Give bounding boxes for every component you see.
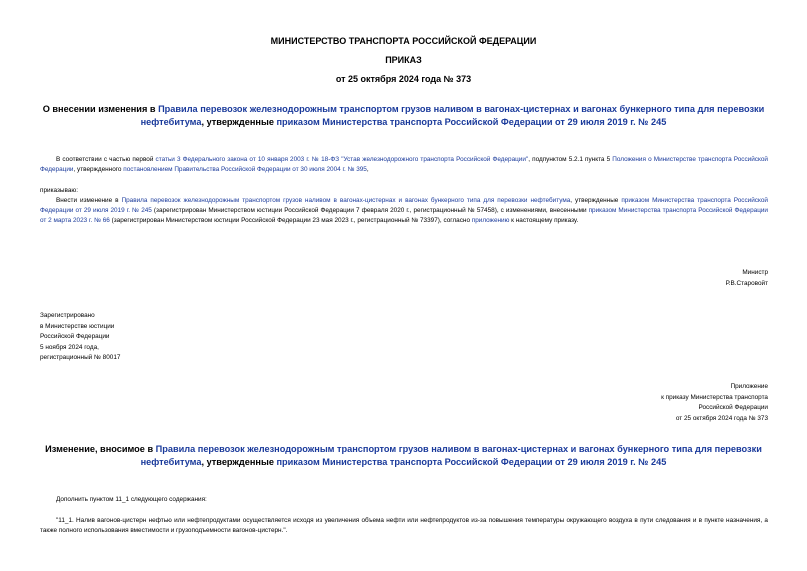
order-245-link-appendix[interactable]: приказом Министерства транспорта Российской Федерации от 29 июля 2019 г. № 245 — [276, 457, 667, 467]
body-text: , утвержденные — [570, 197, 622, 204]
registration-line: Российской Федерации — [40, 333, 110, 340]
preamble-text: , — [366, 166, 369, 173]
body-text: Внести изменение в — [56, 197, 122, 204]
appendix-link[interactable]: приложению — [471, 217, 510, 224]
federal-law-link[interactable]: статьи 3 Федерального закона от 10 января 2003 г. № 18-ФЗ "Устав железнодорожного транспорта Российской Федерации" — [155, 156, 529, 163]
change-title-mid: , утвержденные — [201, 457, 277, 467]
signature-position: Министр — [742, 269, 768, 276]
supplement-line: Дополнить пунктом 11_1 следующего содержания: — [56, 496, 207, 503]
doc-date-number: от 25 октября 2024 года № 373 — [335, 74, 472, 84]
body-text: к настоящему приказу. — [509, 217, 579, 224]
rules-link[interactable]: Правила перевозок железнодорожным транспортом грузов наливом в вагонах-цистернах и вагонах бункерного типа для перевозки нефтебитума — [140, 104, 765, 127]
body-paragraph — [40, 196, 768, 226]
appendix-line: Российской Федерации — [698, 404, 768, 411]
title-text-pre: О внесении изменения в — [42, 104, 159, 114]
doc-type: ПРИКАЗ — [385, 55, 422, 65]
change-title-pre: Изменение, вносимое в — [45, 444, 156, 454]
preamble-text: , утвержденного — [73, 166, 124, 173]
order-245-link[interactable]: приказом Министерства транспорта Российской Федерации от 29 июля 2019 г. № 245 — [276, 117, 667, 127]
body-text: (зарегистрирован Министерством юстиции Российской Федерации 7 февраля 2020 г., регистрационный № 57458), с изменениями, внесенными — [151, 207, 589, 214]
registration-line: в Министерстве юстиции — [40, 322, 115, 330]
signature-name: Р.В.Старовойт — [725, 279, 768, 287]
registration-line: Зарегистрировано — [40, 312, 95, 319]
preamble-text: В соответствии с частью первой — [56, 156, 156, 163]
signature-block — [560, 268, 768, 289]
ministry-header: МИНИСТЕРСТВО ТРАНСПОРТА РОССИЙСКОЙ ФЕДЕРАЦИИ — [270, 36, 537, 46]
rules-link-body[interactable]: Правила перевозок железнодорожным транспортом грузов наливом в вагонах-цистернах и вагонах бункерного типа для перевозки нефтебитума — [121, 197, 571, 204]
clause-paragraph: "11_1. Налив вагонов-цистерн нефтью или нефтепродуктами осуществляется исходя из увеличения объема нефти или нефтепродуктов из-за повышения температуры окружающего воздуха в пути следования и в пункте назначения, а также полного использования вместимости и грузоподъемности вагонов-цистерн.". — [40, 517, 768, 534]
title-text-mid: , утвержденные — [201, 117, 277, 127]
body-text: (зарегистрирован Министерством юстиции Российской Федерации 23 мая 2023 г., регистрационный № 73397), согласно — [109, 217, 472, 224]
regulation-link[interactable]: Положения о Министерстве транспорта Российской Федерации — [40, 156, 768, 173]
preamble-paragraph — [40, 155, 768, 175]
registration-line: 5 ноября 2024 года, — [40, 343, 99, 351]
appendix-block — [560, 382, 768, 424]
registration-block — [40, 311, 120, 364]
appendix-line: к приказу Министерства транспорта — [661, 393, 768, 401]
order-66-link[interactable]: приказом Министерства транспорта Российской Федерации от 2 марта 2023 г. № 66 — [40, 207, 768, 224]
order-word: приказываю: — [40, 187, 78, 194]
change-title — [40, 443, 767, 469]
preamble-text: , подпунктом 5.2.1 пункта 5 — [528, 156, 613, 163]
document-title — [40, 103, 767, 129]
government-decree-link[interactable]: постановлением Правительства Российской Федерации от 30 июля 2004 г. № 395 — [123, 166, 367, 173]
order-245-link-body[interactable]: приказом Министерства транспорта Российской Федерации от 29 июля 2019 г. № 245 — [40, 197, 768, 214]
appendix-line: от 25 октября 2024 года № 373 — [675, 414, 768, 422]
appendix-line: Приложение — [730, 383, 768, 390]
registration-line: регистрационный № 80017 — [40, 354, 121, 361]
rules-link-appendix[interactable]: Правила перевозок железнодорожным транспортом грузов наливом в вагонах-цистернах и вагонах бункерного типа для перевозки нефтебитума — [140, 444, 762, 467]
